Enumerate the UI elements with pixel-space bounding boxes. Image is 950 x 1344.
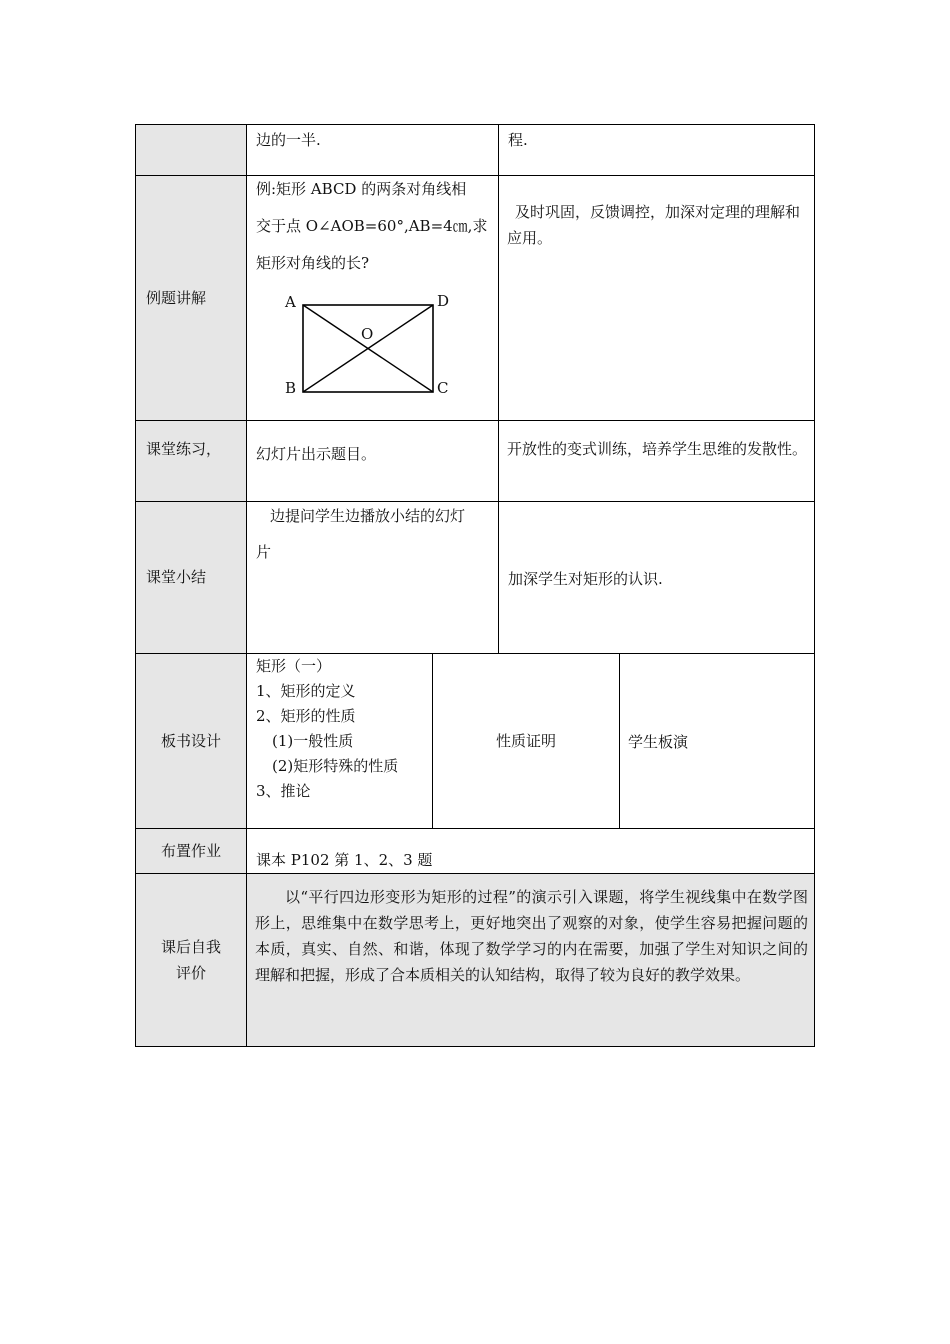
example-line-2: 交于点 O∠AOB=60°,AB=4㎝,求 [256, 217, 488, 235]
reflection-label-line-1: 课后自我 [160, 938, 221, 956]
figure-label-c: C [437, 379, 449, 397]
continued-content: 边的一半. [256, 131, 321, 149]
homework-label: 布置作业 [160, 842, 221, 860]
board-right: 学生板演 [628, 733, 689, 751]
figure-label-b: B [285, 379, 297, 397]
board-line-5: (2)矩形特殊的性质 [272, 757, 399, 775]
summary-label: 课堂小结 [146, 568, 207, 586]
practice-label: 课堂练习， [146, 440, 222, 458]
figure-label-a: A [285, 293, 296, 311]
figure-label-o: O [361, 325, 374, 343]
practice-intent: 开放性的变式训练，培养学生思维的发散性。 [507, 440, 808, 458]
example-line-3: 矩形对角线的长? [256, 254, 370, 272]
example-line-1: 例:矩形 ABCD 的两条对角线相 [256, 180, 467, 198]
label-cell-continued [135, 125, 247, 175]
continued-intent: 程. [508, 131, 528, 149]
example-intent: 及时巩固，反馈调控，加深对定理的理解和应用。 [507, 203, 801, 247]
rectangle-figure [280, 290, 460, 405]
example-label: 例题讲解 [146, 289, 207, 307]
board-line-6: 3、推论 [256, 782, 311, 800]
board-line-1: 矩形（一） [256, 657, 332, 675]
figure-label-d: D [437, 292, 450, 310]
reflection-label [136, 874, 246, 1046]
board-middle: 性质证明 [495, 732, 556, 750]
board-line-4: (1)一般性质 [272, 732, 354, 750]
homework-content: 课本 P102 第 1、2、3 题 [256, 851, 433, 869]
board-label: 板书设计 [160, 732, 221, 750]
reflection-content: 以“平行四边形变形为矩形的过程”的演示引入课题，将学生视线集中在数学图形上，思维集中在数学思考上，更好地突出了观察的对象，使学生容易把握问题的本质，真实、自然、和谐，体现了数学学习的内在需要，加强了学生对知识之间的理解和把握，形成了合本质相关的认知结构，取得了较为良好的教学效果。 [255, 888, 808, 984]
summary-line-1: 边提问学生边播放小结的幻灯 [270, 507, 466, 525]
board-line-2: 1、矩形的定义 [256, 682, 356, 700]
board-line-3: 2、矩形的性质 [256, 707, 356, 725]
reflection-label-line-2: 评价 [175, 964, 206, 982]
practice-content: 幻灯片出示题目。 [256, 445, 377, 463]
summary-line-2: 片 [256, 543, 272, 561]
summary-intent: 加深学生对矩形的认识. [508, 570, 663, 588]
